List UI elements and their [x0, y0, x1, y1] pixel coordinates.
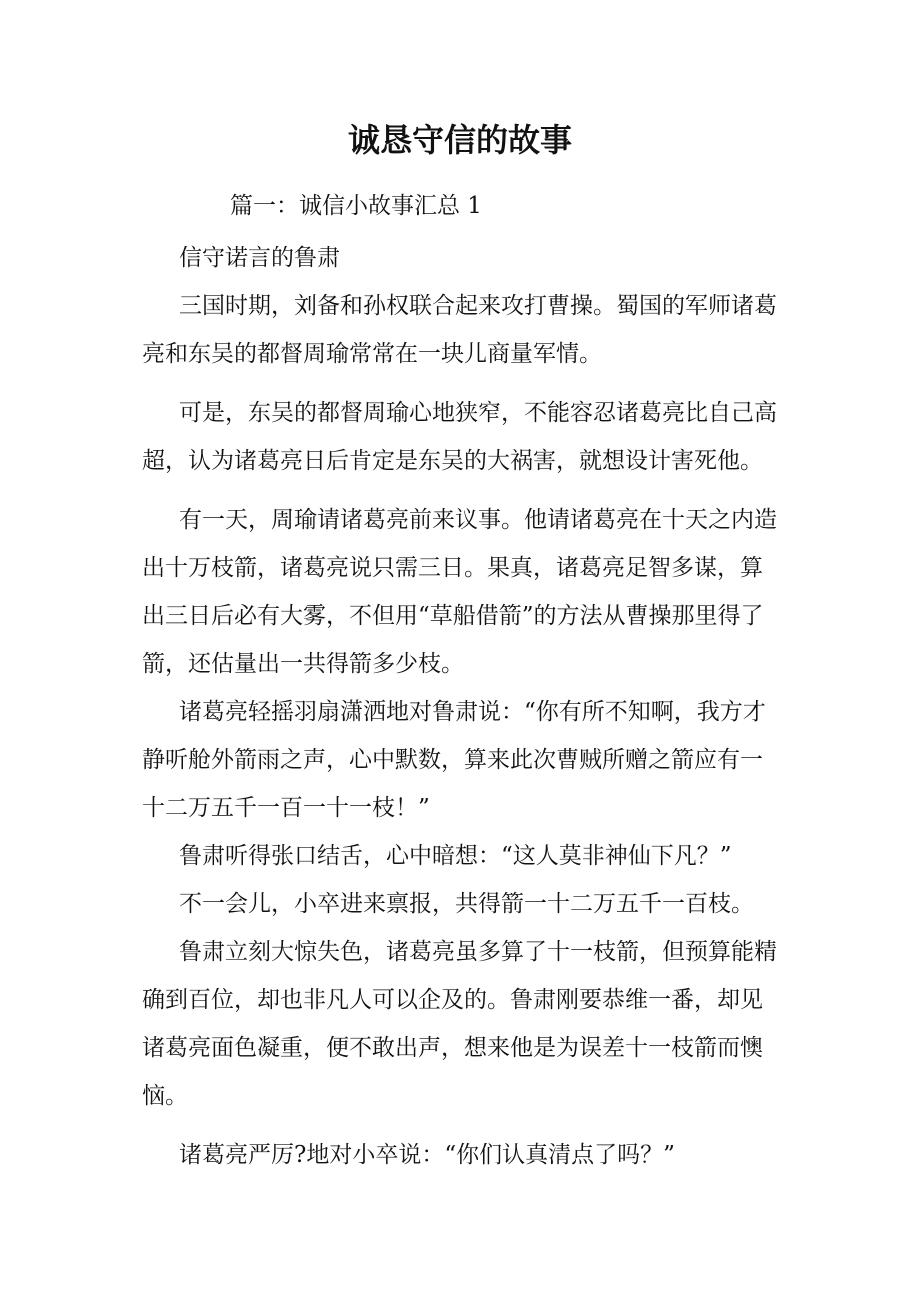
- paragraph: 不一会儿，小卒进来禀报，共得箭一十二万五千一百枝。: [179, 891, 754, 917]
- section-heading: 篇一：诚信小故事汇总 1: [230, 193, 482, 219]
- document-title: 诚恳守信的故事: [347, 121, 572, 159]
- paragraph: 有一天，周瑜请诸葛亮前来议事。他请诸葛亮在十天之内造出十万枝箭，诸葛亮说只需三日。果真，诸葛亮足智多谋，算出三日后必有大雾，不但用“草船借箭”的方法从曹操那里得了箭，还估量出一共得箭多少枝。: [142, 507, 777, 677]
- paragraph: 可是，东吴的都督周瑜心地狭窄，不能容忍诸葛亮比自己高超，认为诸葛亮日后肯定是东吴的大祸害，就想设计害死他。: [142, 400, 777, 474]
- paragraph: 鲁肃立刻大惊失色，诸葛亮虽多算了十一枝箭，但预算能精确到百位，却也非凡人可以企及的。鲁肃刚要恭维一番，却见诸葛亮面色凝重，便不敢出声，想来他是为误差十一枝箭而懊恼。: [142, 939, 777, 1109]
- story-heading: 信守诺言的鲁肃: [179, 245, 340, 271]
- paragraph: 诸葛亮轻摇羽扇潇洒地对鲁肃说：“你有所不知啊，我方才静听舱外箭雨之声，心中默数，算来此次曹贼所赠之箭应有一十二万五千一百一十一枝！”: [142, 699, 766, 821]
- paragraph: 诸葛亮严厉?地对小卒说：“你们认真清点了吗？”: [179, 1142, 675, 1168]
- paragraph: 三国时期，刘备和孙权联合起来攻打曹操。蜀国的军师诸葛亮和东吴的都督周瑜常常在一块儿商量军情。: [142, 293, 777, 367]
- document-body: [142, 234, 782, 1179]
- paragraph: 鲁肃听得张口结舌，心中暗想：“这人莫非神仙下凡？”: [179, 843, 732, 869]
